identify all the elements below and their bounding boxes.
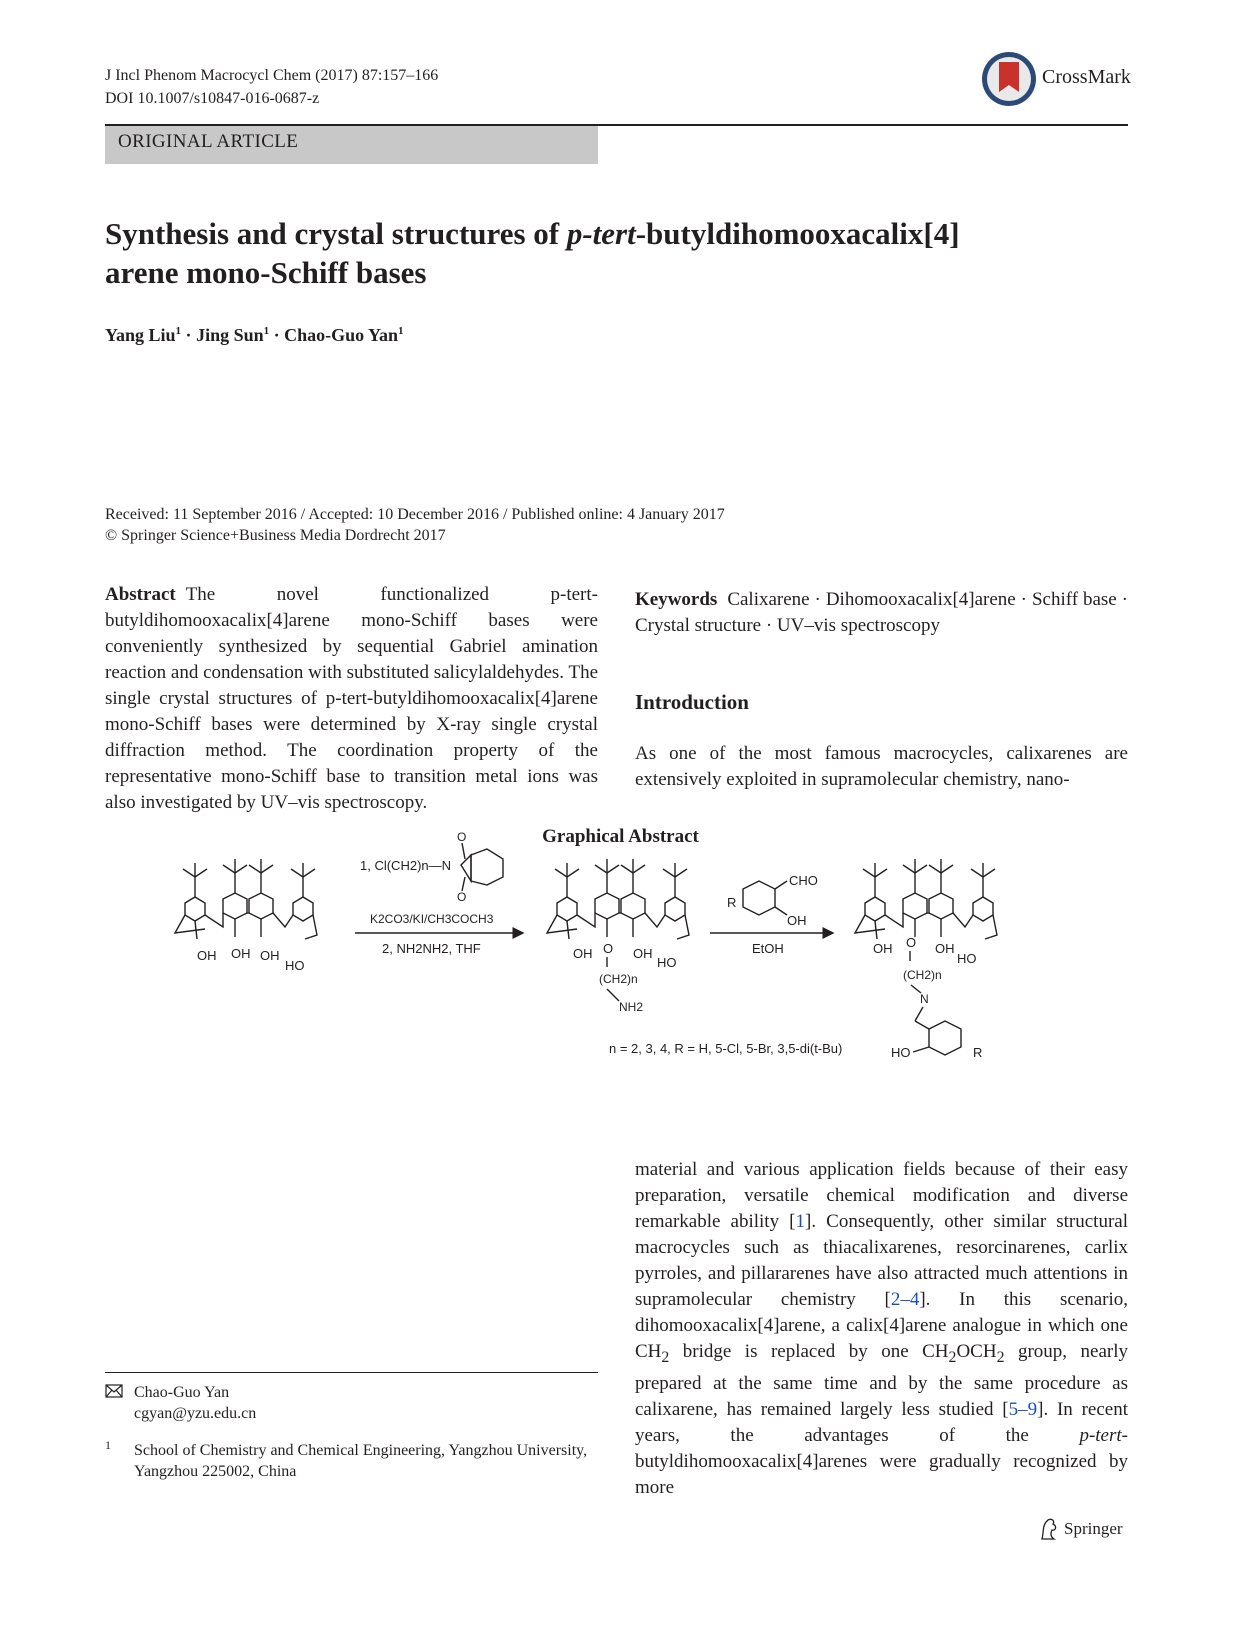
keywords-label: Keywords (635, 589, 718, 610)
svg-text:HO: HO (657, 955, 677, 970)
svg-text:OH: OH (935, 941, 955, 956)
svg-text:O: O (457, 830, 467, 844)
intro-paragraph-continued: material and various application fields because of their easy preparation, versatile chemical modification and diverse remarkable ability [1]. Consequently, other similar structural macrocycles such as thiacalixarenes, resorcinarenes, carlix pyrroles, and pillararenes have also attracted much attentions in supramolecular chemistry [2–4]. In this scenario, dihomooxacalix[4]arene, a calix[4]arene analogue in which one $CH_2$ bridge is replaced by one $CH_2OCH_2$ group, nearly prepared at the same time and by the same procedure as calixarene, has remained largely less studied [5–9]. In recent years, the advantages of the p-tert-butyldihomooxacalix[4]arenes were gradually recognized by more (635, 1159, 1128, 1498)
corresponding-author-name: Chao-Guo Yan (134, 1384, 230, 1401)
author-name[interactable]: Yang Liu (105, 325, 176, 345)
citation-link[interactable]: 5–9 (1008, 1398, 1038, 1420)
affiliation-text: School of Chemistry and Chemical Engineering, Yangzhou University, Yangzhou 225002, China (134, 1442, 588, 1480)
svg-text:O: O (603, 941, 614, 956)
section-heading-introduction: Introduction (635, 690, 749, 714)
article-type: ORIGINAL ARTICLE (118, 131, 299, 152)
svg-text:N: N (920, 992, 929, 1006)
svg-text:OH: OH (573, 946, 593, 961)
reactant-structure (175, 859, 317, 973)
svg-text:OH: OH (231, 946, 251, 961)
corresponding-author (134, 1382, 256, 1424)
svg-text:HO: HO (891, 1045, 911, 1060)
intro-paragraph: As one of the most famous macrocycles, calixarenes are extensively exploited in supramolecular chemistry, nano- (635, 743, 1128, 790)
svg-text:OH: OH (873, 941, 893, 956)
conditions-note: n = 2, 3, 4, R = H, 5-Cl, 5-Br, 3,5-di(t-Bu) (609, 1041, 843, 1056)
journal-citation (105, 64, 438, 110)
citation-link[interactable]: 2–4 (890, 1289, 920, 1310)
svg-text:NH2: NH2 (619, 1000, 644, 1014)
product-structure (855, 859, 997, 1060)
keywords-text: Calixarene · Dihomooxacalix[4]arene · Schiff base · Crystal structure · UV–vis spectroscopy (635, 589, 1128, 636)
graphical-abstract-title: Graphical Abstract (542, 826, 699, 847)
svg-text:OH: OH (787, 913, 807, 928)
svg-text:K2CO3/KI/CH3COCH3: K2CO3/KI/CH3COCH3 (370, 912, 494, 926)
svg-text:HO: HO (285, 958, 305, 973)
svg-text:OH: OH (260, 948, 280, 963)
journal-line: J Incl Phenom Macrocycl Chem (2017) 87:157–166 (105, 67, 439, 84)
affiliation-number: 1 (105, 1438, 111, 1452)
corresponding-author-email[interactable]: cgyan@yzu.edu.cn (134, 1405, 257, 1422)
paper-title: Synthesis and crystal structures of p-tert-butyldihomooxacalix[4] arene mono-Schiff bases (105, 216, 960, 290)
footnote-rule (105, 1372, 598, 1373)
crossmark-label[interactable]: CrossMark (1042, 66, 1131, 88)
abstract (105, 582, 598, 816)
reaction-arrow-1 (355, 830, 523, 956)
keywords (635, 587, 1128, 639)
springer-logo (1038, 1517, 1133, 1543)
doi-line[interactable]: DOI 10.1007/s10847-016-0687-z (105, 90, 320, 107)
svg-text:OH: OH (633, 946, 653, 961)
abstract-label: Abstract (105, 584, 176, 605)
publication-dates: Received: 11 September 2016 / Accepted: 10 December 2016 / Published online: 4 January 2017 © Springer Science+Business Media Dordrecht 2017 (105, 506, 725, 544)
svg-text:HO: HO (957, 951, 977, 966)
svg-text:OH: OH (197, 948, 217, 963)
svg-text:(CH2)n: (CH2)n (903, 968, 942, 982)
springer-horse-icon (1038, 1517, 1060, 1541)
reaction-arrow-2 (710, 873, 833, 956)
svg-text:(CH2)n: (CH2)n (599, 972, 638, 986)
svg-text:R: R (727, 895, 737, 910)
author-name[interactable]: Chao-Guo Yan (284, 325, 398, 345)
author-list: Yang Liu$^1$ · Jing Sun$^1$ · Chao-Guo Yan$^1$ (105, 325, 404, 345)
springer-label: Springer (1064, 1519, 1123, 1538)
svg-text:CHO: CHO (789, 873, 818, 888)
svg-text:1, Cl(CH2)n—N: 1, Cl(CH2)n—N (360, 858, 452, 873)
author-name[interactable]: Jing Sun (196, 325, 264, 345)
svg-text:2, NH2NH2, THF: 2, NH2NH2, THF (382, 941, 481, 956)
svg-text:O: O (906, 935, 917, 950)
envelope-icon (105, 1384, 123, 1398)
abstract-text: The novel functionalized p-tert-butyldihomooxacalix[4]arene mono-Schiff bases were conveniently synthesized by sequential Gabriel amination reaction and condensation with substituted salicylaldehydes. The single crystal structures of p-tert-butyldihomooxacalix[4]arene mono-Schiff bases were determined by X-ray single crystal diffraction method. The coordination property of the representative mono-Schiff base to transition metal ions was also investigated by UV–vis spectroscopy. (105, 584, 598, 813)
svg-text:R: R (973, 1045, 983, 1060)
intermediate-structure (547, 859, 689, 1014)
svg-text:EtOH: EtOH (752, 941, 784, 956)
citation-link[interactable]: 1 (795, 1211, 805, 1232)
svg-text:O: O (457, 890, 467, 904)
